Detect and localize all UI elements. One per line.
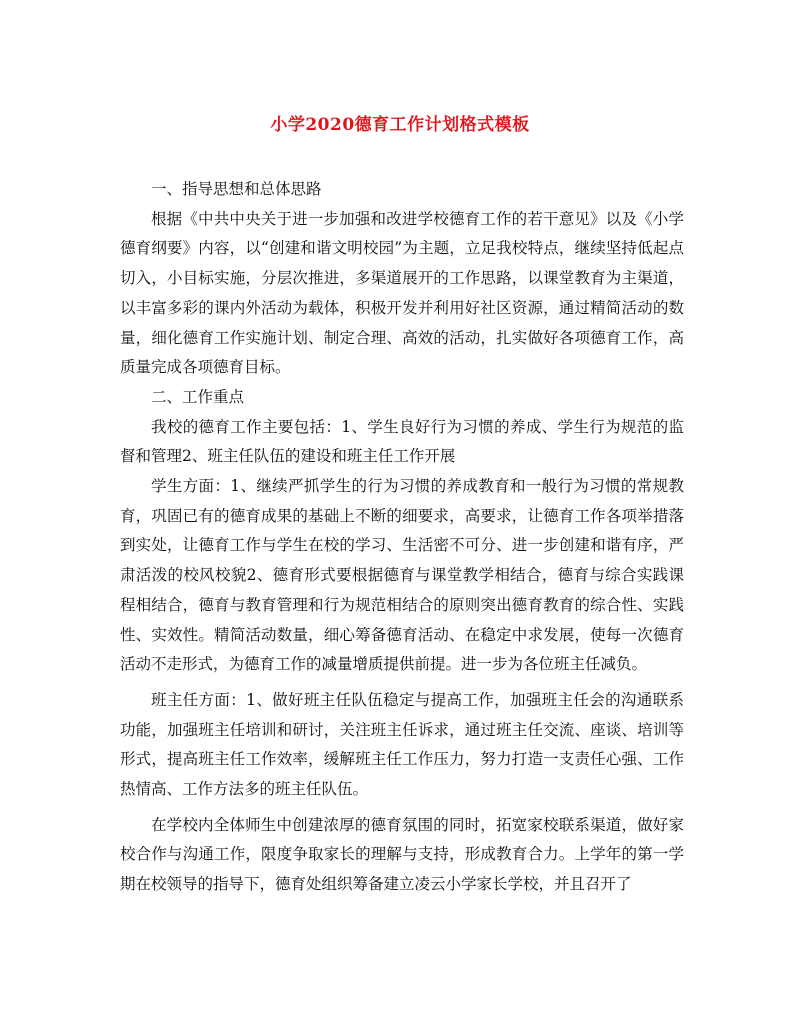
paragraph-class-teachers: 班主任方面：1、做好班主任队伍稳定与提高工作，加强班主任会的沟通联系功能，加强班主任培训和研讨，关注班主任诉求，通过班主任交流、座谈、培训等形式，提高班主任工作效率，缓解班主任工作压力，努力打造一支责任心强、工作热情高、工作方法多的班主任队伍。 [120, 690, 684, 799]
document-title: 小学2020德育工作计划格式模板 [270, 115, 530, 135]
section-heading-work-focus: 二、工作重点 [151, 387, 245, 406]
paragraph-students: 学生方面：1、继续严抓学生的行为习惯的养成教育和一般行为习惯的常规教育，巩固已有的德育成果的基础上不断的细要求，高要求，让德育工作各项举措落到实处，让德育工作与学生在校的学习、生活密不可分、进一步创建和谐有序，严肃活泼的校风校貌2、德育形式要根据德育与课堂教学相结合，德育与综合实践课程相结合，德育与教育管理和行为规范相结合的原则突出德育教育的综合性、实践性、实效性。精简活动数量，细心筹备德育活动、在稳定中求发展，使每一次德育活动不走形式，为德育工作的减量增质提供前提。进一步为各位班主任减负。 [120, 477, 684, 674]
paragraph-home-school: 在学校内全体师生中创建浓厚的德育氛围的同时，拓宽家校联系渠道，做好家校合作与沟通工作，限度争取家长的理解与支持，形成教育合力。上学年的第一学期在校领导的指导下，德育处组织筹备建立凌云小学家长学校，并且召开了 [120, 815, 684, 894]
paragraph-guiding-thought: 根据《中共中央关于进一步加强和改进学校德育工作的若干意见》以及《小学德育纲要》内容，以“创建和谐文明校园”为主题，立足我校特点，继续坚持低起点切入，小目标实施，分层次推进，多渠道展开的工作思路，以课堂教育为主渠道，以丰富多彩的课内外活动为载体，积极开发并利用好社区资源，通过精简活动的数量，细化德育工作实施计划、制定合理、高效的活动，扎实做好各项德育工作，高质量完成各项德育目标。 [120, 209, 684, 377]
paragraph-work-scope: 我校的德育工作主要包括：1、学生良好行为习惯的养成、学生行为规范的监督和管理2、班主任队伍的建设和班主任工作开展 [120, 417, 684, 466]
section-heading-guiding-thought: 一、指导思想和总体思路 [151, 180, 322, 198]
document-body [120, 175, 684, 900]
